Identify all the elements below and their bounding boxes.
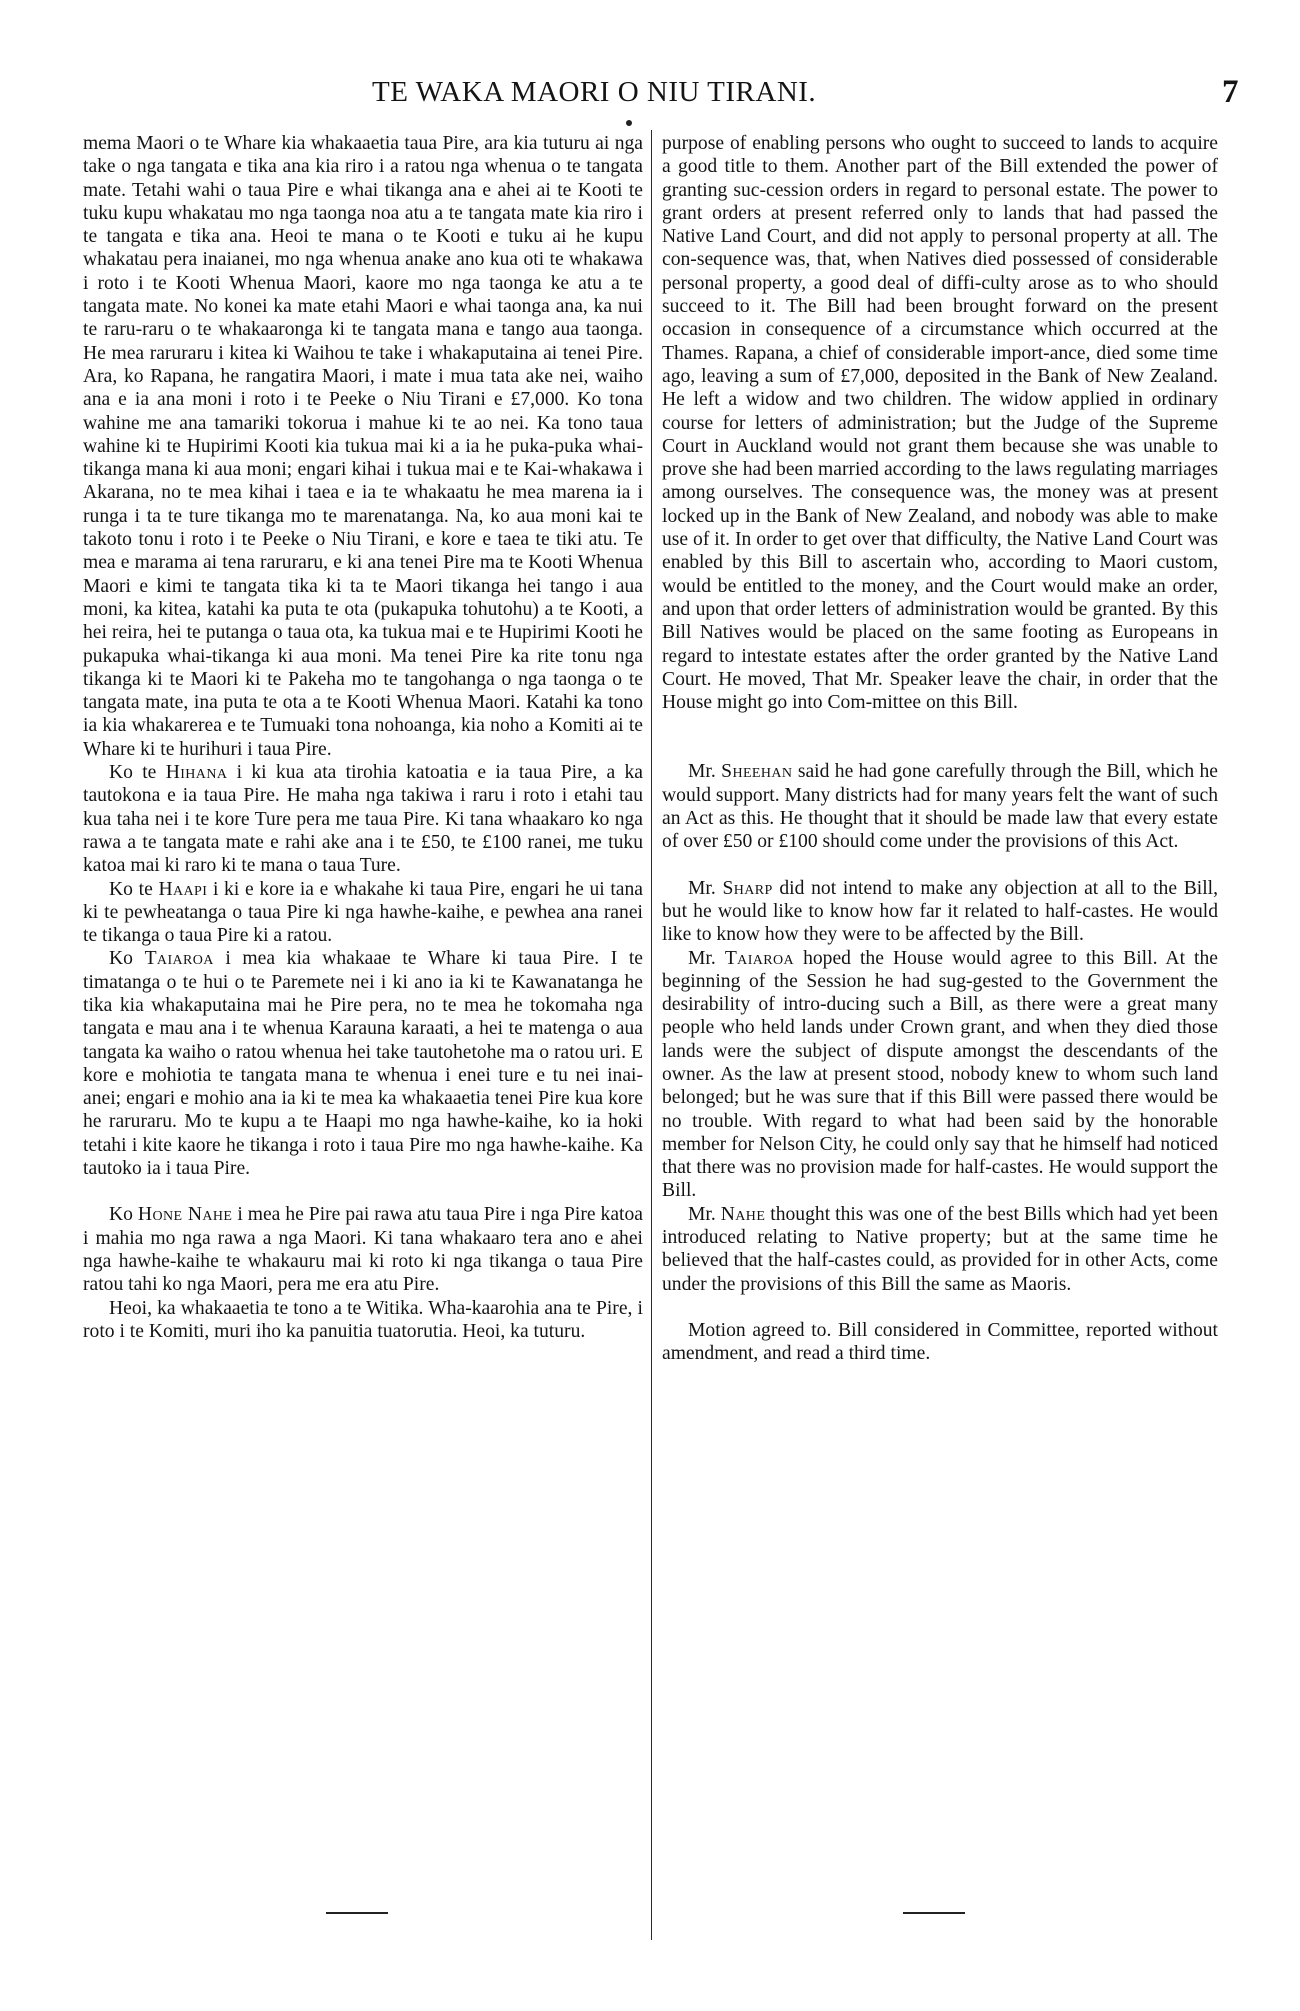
- ornament-dot: [626, 120, 632, 126]
- paragraph-hihana: Ko te Hihana i ki kua ata tirohia katoatia e ia taua Pire, a ka tautokona e ia taua Pire. He maha nga takiwa i raru i roto i etahi tau kua taha nei i te kore Ture pera me taua Pire. Ki tana whaakaro ko nga rawa a te tangata mate e rahi ake ana i te £50, te £100 ranei, me tuku katoa mai ki raro ki te mana o taua Ture.: [83, 762, 643, 877]
- paragraph-taiaroa: Ko Taiaroa i mea kia whakaae te Whare ki taua Pire. I te timatanga o te hui o te Paremete nei i ki ano ia ki te Kawanatanga he tika kia whakaputaina mai he Pire pera, no te mea he tokomaha nga tangata e mau ana i te whenua Karauna karaati, a hei te matenga o aua tangata ka waiho o ratou whenua hei take tautohetohe ma o ratou uri. E kore e mohiotia te tangata mana te whenua i enei ture e tu nei inai-anei; engari e mohio ana ia ki te mea ka whakaaetia tenei Pire kua kore he raruraru. Mo te kupu a te Haapi mo nga hawhe-kaihe, ko ia hoki tetahi i kite kaore he tikanga i roto i taua Pire mo nga hawhe-kaihe. Ka tautoko ia i taua Pire.: [83, 948, 643, 1180]
- paragraph-motion: Motion agreed to. Bill considered in Committee, reported without amendment, and read a third time.: [662, 1319, 1218, 1365]
- paragraph-closing: Heoi, ka whakaaetia te tono a te Witika. Wha-kaarohia ana te Pire, i roto i te Komiti, muri iho ka panuitia tuatorutia. Heoi, ka tuturu.: [83, 1297, 643, 1342]
- paragraph-haapi: Ko te Haapi i ki e kore ia e whakahe ki taua Pire, engari he ui tana ki te pewheatanga o taua Pire ki nga hawhe-kaihe, e pewhea ana ranei te tikanga o taua Pire ki a ratou.: [83, 878, 643, 947]
- page-header: [0, 76, 1300, 116]
- speaker-name: Hihana: [165, 762, 228, 784]
- speaker-name: Nahe: [720, 1203, 766, 1225]
- speaker-name: Taiaroa: [724, 947, 795, 969]
- right-column-english: [662, 132, 1218, 1366]
- paragraph-nahe: Mr. Nahe thought this was one of the best Bills which had yet been introduced relating to Native property; but at the same time he believed that the half-castes could, as provided for in other Acts, come under the provisions of this Bill the same as Maoris.: [662, 1203, 1218, 1295]
- paragraph-hone-nahe: Ko Hone Nahe i mea he Pire pai rawa atu taua Pire i nga Pire katoa i mahia mo nga rawa a nga Maori. Ki tana whakaaro tera ano e ahei nga hawhe-kaihe te whakauru mai ki roto ki nga tikanga o taua Pire ratou tahi ko nga Maori, pera me era atu Pire.: [83, 1204, 643, 1296]
- speaker-name: Sheehan: [721, 761, 793, 783]
- paragraph: mema Maori o te Whare kia whakaaetia taua Pire, ara kia tuturu ai nga take o nga tangata e tika ana kia riro i a ratou nga whenua o te tangata mate. Tetahi wahi o taua Pire e whai tikanga ana e ahei ai te Kooti te tuku kupu whakatau mo nga taonga noa atu a te tangata mate kia riro i te tangata e tika ana. Heoi te mana o te Kooti e tuku ai he kupu whakatau pera inaianei, mo nga whenua anake ano kua oti te whakawa i roto i te Kooti Whenua Maori, kaore mo nga taonga ke atu a te tangata mate. No konei ka mate etahi Maori e whai taonga ana, ka nui te raru-raru o te whakaaronga ki te tangata mana e tango aua taonga. He mea raruraru i kitea ki Waihou te take i whakaputaina ai tenei Pire. Ara, ko Rapana, he rangatira Maori, i mate i mua tata ake nei, waiho ana e ia ana moni i roto i te Peeke o Niu Tirani e £7,000. Ko tona wahine me ana tamariki tokorua i mahue ki te ao nei. Ka tono taua wahine ki te Hupirimi Kooti kia tukua mai ki a ia he puka-puka whai-tikanga mana ki aua moni; engari kihai i tukua mai e te Kai-whakawa i Akarana, no te mea kihai i taea e ia te whakaatu he mea marena ia i runga i ta te ture tikanga mo te marenatanga. Na, ko aua moni kai te takoto tonu i roto i te Peeke o Niu Tirani, e kore e taea te tiki atu. Te mea e marama ai tena raruraru, e ki ana tenei Pire ma te Kooti Whenua Maori e kimi te tangata tika ki ta te Maori tikanga hei tango i aua moni, ka kitea, katahi ka puta te ota (pukapuka tohutohu) a te Kooti, a hei reira, hei te putanga o taua ota, ka tukua mai e te Hupirimi Kooti he pukapuka whai-tikanga ki aua moni. Ma tenei Pire ka rite tonu nga tikanga ki te Maori ki te Pakeha mo te tangohanga o nga taonga o te tangata mate, ina puta te ota a te Kooti Whenua Maori. Katahi ka tono ia kia whakarerea e te Tumuaki tona nohoanga, kia noho a Komiti ai te Whare ki te hurihuri i taua Pire.: [83, 133, 643, 760]
- paragraph-taiaroa: Mr. Taiaroa hoped the House would agree to this Bill. At the beginning of the Session he had sug-gested to the Government the desirability of intro-ducing such a Bill, as there were a great many people who held lands under Crown grant, and when they died those lands were the subject of dispute amongst the descendants of the owner. As the law at present stood, nobody knew to whom such land belonged; but he was sure that if this Bill were passed there would be no trouble. With regard to what had been said by the honorable member for Nelson City, he could only say that he himself had noticed that there was no provision made for half-castes. He would support the Bill.: [662, 947, 1218, 1202]
- speaker-name: Haapi: [158, 878, 208, 900]
- speaker-name: Sharp: [722, 877, 773, 899]
- speaker-name: Hone Nahe: [137, 1204, 233, 1226]
- column-divider: [651, 130, 652, 1940]
- section-rule-left: [326, 1912, 388, 1914]
- paragraph-sheehan: Mr. Sheehan said he had gone carefully through the Bill, which he would support. Many districts had for many years felt the want of such an Act as this. He thought that it should be made law that every estate of over £50 or £100 should come under the provisions of this Act.: [662, 761, 1218, 853]
- left-column-maori: [83, 132, 643, 1343]
- running-title: TE WAKA MAORI O NIU TIRANI.: [372, 76, 817, 108]
- paragraph: purpose of enabling persons who ought to succeed to lands to acquire a good title to them. Another part of the Bill extended the power of granting suc-cession orders in regard to personal estate. The power to grant orders at present referred only to lands that had passed the Native Land Court, and did not apply to personal property at all. The con-sequence was, that, when Natives died possessed of considerable personal property, a good deal of diffi-culty arose as to who should succeed to it. The Bill had been brought forward on the present occasion in consequence of a circumstance which occurred at the Thames. Rapana, a chief of considerable import-ance, died some time ago, leaving a sum of £7,000, deposited in the Bank of New Zealand. He left a widow and two children. The widow applied in ordinary course for letters of administration; but the Judge of the Supreme Court in Auckland would not grant them because she was unable to prove she had been married according to the laws regulating marriages among ourselves. The consequence was, the money was at present locked up in the Bank of New Zealand, and nobody was able to make use of it. In order to get over that difficulty, the Native Land Court was enabled by this Bill to ascertain who, according to Maori custom, would be entitled to the money, and the Court would make an order, and upon that order letters of administration would be granted. By this Bill Natives would be placed on the same footing as Europeans in regard to intestate estates after the order granted by the Native Land Court. He moved, That Mr. Speaker leave the chair, in order that the House might go into Com-mittee on this Bill.: [662, 133, 1218, 714]
- paragraph-sharp: Mr. Sharp did not intend to make any objection at all to the Bill, but he would like to know how far it related to half-castes. He would like to know how they were to be affected by the Bill.: [662, 877, 1218, 946]
- speaker-name: Taiaroa: [144, 948, 214, 970]
- section-rule-right: [903, 1912, 965, 1914]
- page-number: 7: [1222, 74, 1239, 110]
